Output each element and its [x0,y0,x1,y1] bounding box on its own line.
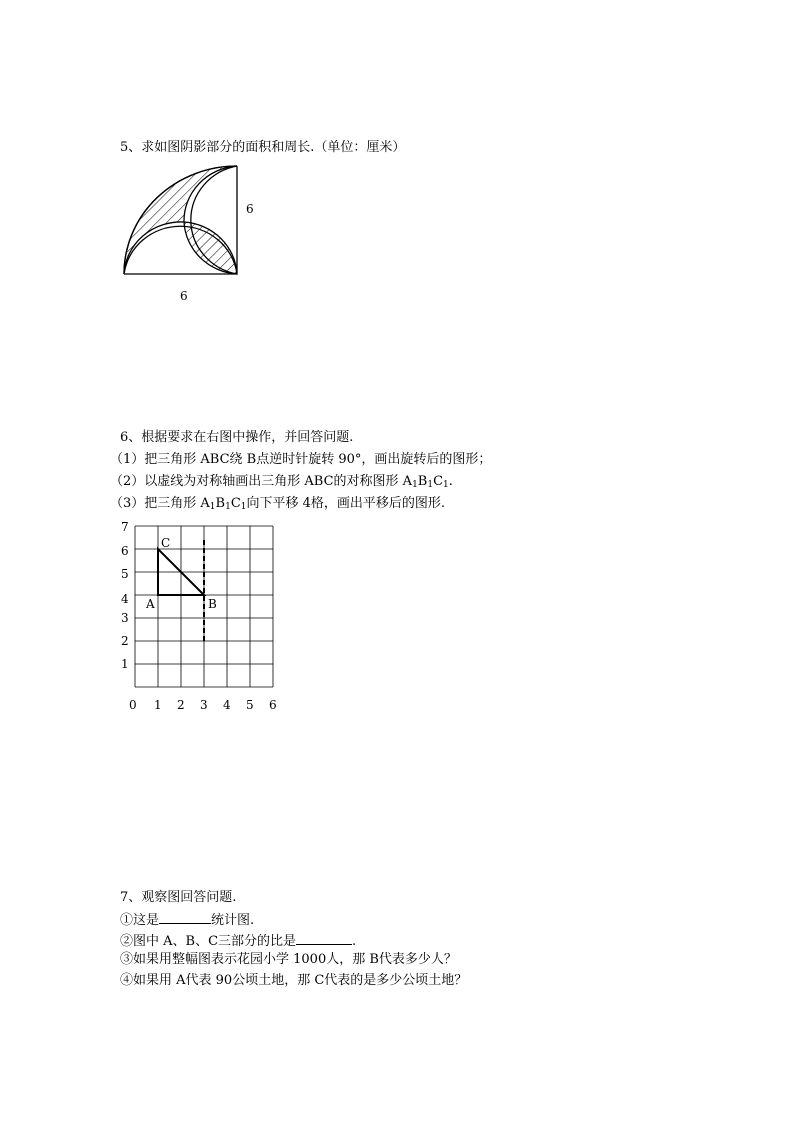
x-label: 4 [223,698,231,712]
q6-title: 6、根据要求在右图中操作，并回答问题. [120,430,354,445]
y-label: 7 [121,520,129,534]
q7-item-2: ②图中 A、B、C三部分的比是 . [120,934,357,949]
q5-height-label: 6 [246,202,254,216]
x-label: 1 [154,698,162,712]
q5-width-label: 6 [180,289,188,303]
x-label: 0 [129,698,137,712]
q7-item-3: ③如果用整幅图表示花园小学 1000人，那 B代表多少人？ [120,952,457,967]
x-label: 2 [177,698,185,712]
q7-item-1: ①这是 统计图. [120,913,255,928]
point-label-b: B [208,597,217,611]
q7-title: 7、观察图回答问题. [120,890,237,905]
point-label-a: A [146,597,155,611]
q6-item-2: （2）以虚线为对称轴画出三角形 ABC的对称图形 $A_1B_1C_1$. [110,474,453,490]
q6-item-1: （1）把三角形 ABC绕 B点逆时针旋转 90°，画出旋转后的图形； [110,452,492,467]
x-label: 6 [269,698,277,712]
y-label: 5 [121,567,129,581]
x-label: 5 [246,698,254,712]
y-label: 6 [121,544,129,558]
answer-blank[interactable] [296,932,352,945]
y-label: 3 [121,611,129,625]
q7-item-4: ④如果用 A代表 90公顷土地，那 C代表的是多少公顷土地？ [120,973,468,988]
y-label: 2 [121,634,129,648]
q5-figure [110,160,270,310]
y-label: 4 [121,592,129,606]
q6-grid-figure [115,518,285,718]
q6-item-3: （3）把三角形 $A_1B_1C_1$向下平移 4格，画出平移后的图形. [110,496,446,512]
q5-title: 5、求如图阴影部分的面积和周长.（单位：厘米） [120,140,406,155]
x-label: 3 [200,698,208,712]
point-label-c: C [161,536,171,550]
y-label: 1 [121,657,129,671]
answer-blank[interactable] [159,911,211,924]
